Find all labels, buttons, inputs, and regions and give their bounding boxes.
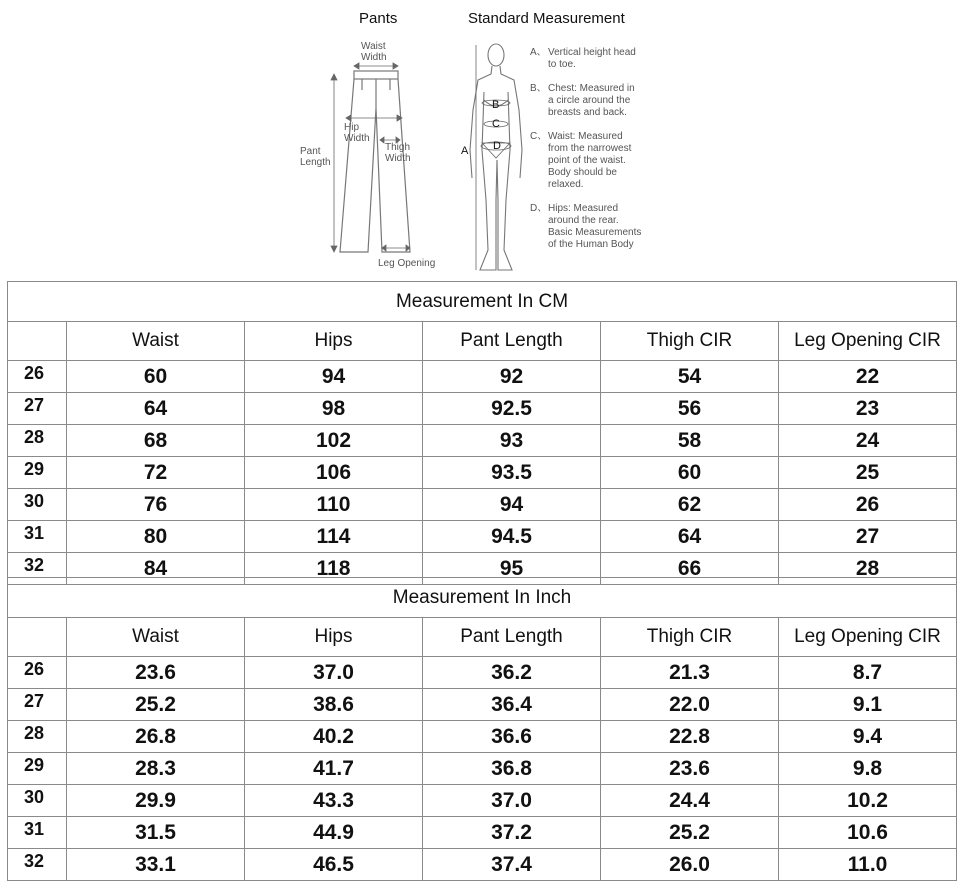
value-cell: 62 [601, 489, 779, 521]
value-cell: 102 [245, 425, 423, 457]
size-cell: 31 [8, 521, 67, 553]
value-cell: 23.6 [67, 657, 245, 689]
value-cell: 10.2 [779, 785, 957, 817]
table-row [8, 689, 957, 721]
size-cell: 27 [8, 393, 67, 425]
value-cell: 98 [245, 393, 423, 425]
value-cell: 76 [67, 489, 245, 521]
value-cell: 64 [601, 521, 779, 553]
body-letter-d: D [493, 140, 501, 152]
leg-opening-label: Leg Opening [378, 258, 436, 269]
value-cell: 21.3 [601, 657, 779, 689]
value-cell: 66 [601, 553, 779, 585]
size-cell: 32 [8, 553, 67, 585]
table-row [8, 849, 957, 881]
value-cell: 27 [779, 521, 957, 553]
hip-width-label: Hip Width [344, 122, 370, 144]
value-cell: 36.8 [423, 753, 601, 785]
value-cell: 10.6 [779, 817, 957, 849]
value-cell: 31.5 [67, 817, 245, 849]
value-cell: 93.5 [423, 457, 601, 489]
value-cell: 110 [245, 489, 423, 521]
value-cell: 29.9 [67, 785, 245, 817]
value-cell: 43.3 [245, 785, 423, 817]
value-cell: 37.4 [423, 849, 601, 881]
table-row [8, 785, 957, 817]
value-cell: 25 [779, 457, 957, 489]
header-cell: Pant Length [423, 322, 601, 361]
size-cell: 26 [8, 361, 67, 393]
value-cell: 68 [67, 425, 245, 457]
table-row [8, 425, 957, 457]
value-cell: 26 [779, 489, 957, 521]
body-letter-c: C [492, 118, 500, 130]
value-cell: 37.2 [423, 817, 601, 849]
table-row [8, 361, 957, 393]
value-cell: 93 [423, 425, 601, 457]
header-cell: Waist [67, 618, 245, 657]
value-cell: 26.0 [601, 849, 779, 881]
table-row [8, 657, 957, 689]
header-cell: Leg Opening CIR [779, 322, 957, 361]
value-cell: 36.6 [423, 721, 601, 753]
value-cell: 11.0 [779, 849, 957, 881]
inch-header-row [8, 618, 957, 657]
inch-table-title: Measurement In Inch [8, 578, 957, 618]
value-cell: 23.6 [601, 753, 779, 785]
value-cell: 106 [245, 457, 423, 489]
header-cell: Hips [245, 322, 423, 361]
value-cell: 38.6 [245, 689, 423, 721]
table-row [8, 817, 957, 849]
value-cell: 26.8 [67, 721, 245, 753]
value-cell: 56 [601, 393, 779, 425]
value-cell: 44.9 [245, 817, 423, 849]
size-cell: 30 [8, 489, 67, 521]
value-cell: 23 [779, 393, 957, 425]
value-cell: 8.7 [779, 657, 957, 689]
value-cell: 25.2 [67, 689, 245, 721]
table-row [8, 489, 957, 521]
value-cell: 22 [779, 361, 957, 393]
value-cell: 41.7 [245, 753, 423, 785]
body-letter-b: B [492, 99, 500, 111]
size-cell: 27 [8, 689, 67, 721]
header-cell: Hips [245, 618, 423, 657]
cm-header-row [8, 322, 957, 361]
value-cell: 40.2 [245, 721, 423, 753]
waist-width-label: Waist Width [361, 41, 387, 63]
value-cell: 9.8 [779, 753, 957, 785]
size-cell: 29 [8, 457, 67, 489]
value-cell: 24 [779, 425, 957, 457]
value-cell: 46.5 [245, 849, 423, 881]
value-cell: 54 [601, 361, 779, 393]
value-cell: 114 [245, 521, 423, 553]
table-row [8, 721, 957, 753]
value-cell: 72 [67, 457, 245, 489]
value-cell: 60 [601, 457, 779, 489]
standard-measurement-heading: Standard Measurement [468, 10, 625, 27]
value-cell: 60 [67, 361, 245, 393]
value-cell: 33.1 [67, 849, 245, 881]
value-cell: 92.5 [423, 393, 601, 425]
table-row [8, 521, 957, 553]
value-cell: 92 [423, 361, 601, 393]
value-cell: 37.0 [423, 785, 601, 817]
inch-size-table [7, 577, 957, 881]
value-cell: 64 [67, 393, 245, 425]
value-cell: 36.4 [423, 689, 601, 721]
size-cell: 28 [8, 425, 67, 457]
table-row [8, 393, 957, 425]
thigh-width-label: Thigh Width [385, 142, 411, 164]
header-cell: Thigh CIR [601, 618, 779, 657]
value-cell: 118 [245, 553, 423, 585]
size-cell: 28 [8, 721, 67, 753]
value-cell: 58 [601, 425, 779, 457]
table-row [8, 457, 957, 489]
value-cell: 84 [67, 553, 245, 585]
size-cell: 31 [8, 817, 67, 849]
table-row [8, 753, 957, 785]
value-cell: 25.2 [601, 817, 779, 849]
cm-size-table [7, 281, 957, 585]
value-cell: 94 [423, 489, 601, 521]
value-cell: 28 [779, 553, 957, 585]
header-cell [8, 618, 67, 657]
value-cell: 36.2 [423, 657, 601, 689]
header-cell: Thigh CIR [601, 322, 779, 361]
value-cell: 80 [67, 521, 245, 553]
pant-length-label: Pant Length [300, 146, 331, 168]
size-cell: 26 [8, 657, 67, 689]
header-cell [8, 322, 67, 361]
value-cell: 94.5 [423, 521, 601, 553]
header-cell: Leg Opening CIR [779, 618, 957, 657]
header-cell: Pant Length [423, 618, 601, 657]
value-cell: 9.4 [779, 721, 957, 753]
size-cell: 30 [8, 785, 67, 817]
size-cell: 29 [8, 753, 67, 785]
measurement-illustration: Pants Standard Measurement Waist Width Hip Width Pant Length Thigh Width Leg Opening A B C D A、 Vertical height head to toe. B、 Chest: Measured in a circle around the breasts and back. C、 Waist: Measured from the narrowest point of the waist. Body should be relaxed. D、 Hips: Measured around the rear. Basic Measurements of the Human Body [0, 0, 962, 282]
pants-heading: Pants [359, 10, 398, 27]
figure-drawings [0, 0, 962, 282]
value-cell: 94 [245, 361, 423, 393]
human-figure-drawing [470, 44, 522, 270]
value-cell: 37.0 [245, 657, 423, 689]
size-cell: 32 [8, 849, 67, 881]
value-cell: 9.1 [779, 689, 957, 721]
value-cell: 22.8 [601, 721, 779, 753]
value-cell: 24.4 [601, 785, 779, 817]
value-cell: 22.0 [601, 689, 779, 721]
header-cell: Waist [67, 322, 245, 361]
body-letter-a: A [461, 145, 469, 157]
value-cell: 28.3 [67, 753, 245, 785]
cm-table-title: Measurement In CM [8, 282, 957, 322]
value-cell: 95 [423, 553, 601, 585]
